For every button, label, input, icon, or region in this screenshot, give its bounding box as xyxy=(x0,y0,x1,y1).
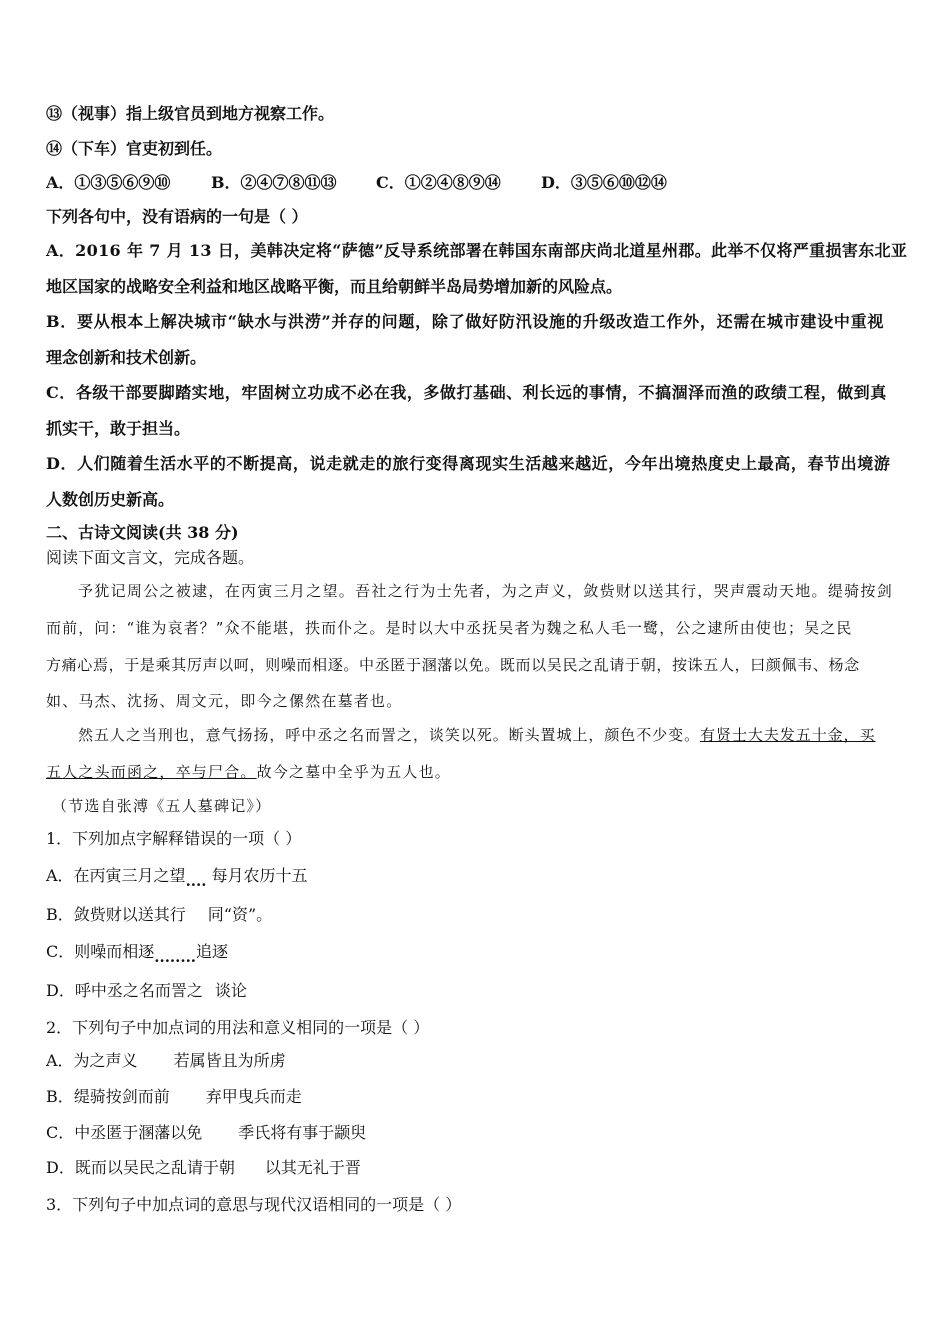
option-b: B．②④⑦⑧⑪⑬ xyxy=(211,173,337,192)
q1-option-a xyxy=(46,863,308,890)
grammar-option-b-line1: B．要从根本上解决城市“缺水与洪涝”并存的问题，除了做好防汛设施的升级改造工作外，还需在城市建设中重视 xyxy=(46,312,885,331)
note-item-14: ⑭（下车）官吏初到任。 xyxy=(46,139,223,158)
q2-option-a-second: 若属皆且为所虏 xyxy=(173,1051,286,1070)
q2-option-d xyxy=(46,1155,361,1178)
q2-option-b-first: B．缇骑按剑而前 xyxy=(46,1087,170,1106)
q2-option-a xyxy=(46,1048,286,1071)
q1-option-d-gloss: 谈论 xyxy=(214,981,247,1000)
emphasis-dots: ........ xyxy=(154,948,197,966)
q1-option-c xyxy=(46,939,229,966)
q2-option-d-second: 以其无礼于晋 xyxy=(264,1158,361,1177)
grammar-option-a-line1: A．2016 年 7 月 13 日，美韩决定将“萨德”反导系统部署在韩国东南部庆尚北道星州郡。此举不仅将严重损害东北亚 xyxy=(46,241,908,260)
passage-p1-line3: 方痛心焉，于是乘其厉声以呵，则噪而相逐。中丞匿于溷藩以免。既而以吴民之乱请于朝，按诛五人，曰颜佩韦、杨念 xyxy=(46,656,860,674)
grammar-option-c-line2: 抓实干，敢于担当。 xyxy=(46,419,191,438)
grammar-option-d-line1: D．人们随着生活水平的不断提高，说走就走的旅行变得离现实生活越来越近，今年出境热度史上最高，春节出境游 xyxy=(46,454,891,473)
passage-p1-line1: 予犹记周公之被逮，在丙寅三月之望。吾社之行为士先者，为之声义，敛赀财以送其行，哭声震动天地。缇骑按剑 xyxy=(78,582,894,600)
q1-option-a-text: A．在丙寅三月之望 xyxy=(46,866,186,885)
q1-stem: 1．下列加点字解释错误的一项（ ） xyxy=(46,829,302,848)
q1-option-b-gloss: 同“资”。 xyxy=(207,905,273,924)
emphasis-dots: .... xyxy=(185,872,207,890)
q2-option-d-first: D．既而以吴民之乱请于朝 xyxy=(46,1158,235,1177)
q2-option-c-first: C．中丞匿于溷藩以免 xyxy=(46,1123,203,1142)
option-c: C．①②④⑧⑨⑭ xyxy=(376,173,501,192)
grammar-option-d-line2: 人数创历史新高。 xyxy=(46,490,175,509)
passage-p2-text: 然五人之当刑也，意气扬扬，呼中丞之名而詈之，谈笑以死。断头置城上，颜色不少变。 xyxy=(78,726,701,744)
passage-p2-ending: 故今之墓中全乎为五人也。 xyxy=(256,763,452,781)
grammar-option-a-line2: 地区国家的战略安全利益和地区战略平衡，而且给朝鲜半岛局势增加新的风险点。 xyxy=(46,277,623,296)
passage-p1-line4: 如、马杰、沈扬、周文元，即今之傫然在墓者也。 xyxy=(46,692,403,710)
q1-option-d-text: D．呼中丞之名而詈之 xyxy=(46,981,203,1000)
q2-option-b-second: 弃甲曳兵而走 xyxy=(205,1087,302,1106)
q3-stem: 3．下列句子中加点词的意思与现代汉语相同的一项是（ ） xyxy=(46,1195,462,1214)
q1-option-d xyxy=(46,978,247,1001)
passage-p2-line2 xyxy=(46,761,451,782)
q2-stem: 2．下列句子中加点词的用法和意义相同的一项是（ ） xyxy=(46,1018,430,1037)
q1-option-c-gloss: 追逐 xyxy=(196,942,229,961)
underlined-sentence-part2: 五人之头而函之，卒与尸合。 xyxy=(46,763,257,781)
q2-option-c xyxy=(46,1120,366,1143)
q2-option-a-first: A．为之声义 xyxy=(46,1051,138,1070)
section-instruction: 阅读下面文言文，完成各题。 xyxy=(46,548,255,567)
q2-option-b xyxy=(46,1084,302,1107)
underlined-sentence-part1: 有贤士大夫发五十金，买 xyxy=(700,726,876,744)
q2-option-c-second: 季氏将有事于颛臾 xyxy=(238,1123,367,1142)
grammar-option-b-line2: 理念创新和技术创新。 xyxy=(46,348,207,367)
passage-source: （节选自张溥《五人墓碑记》） xyxy=(52,797,272,815)
section-heading: 二、古诗文阅读(共 38 分) xyxy=(46,523,239,542)
grammar-option-c-line1: C．各级干部要脚踏实地，牢固树立功成不必在我，多做打基础、利长远的事情，不搞涸泽而渔的政绩工程，做到真 xyxy=(46,383,887,402)
q1-option-c-text: C．则噪而相逐 xyxy=(46,942,155,961)
option-a: A．①③⑤⑥⑨⑩ xyxy=(46,173,171,192)
q1-option-b xyxy=(46,902,272,925)
grammar-question-stem: 下列各句中，没有语病的一句是（ ） xyxy=(46,207,308,226)
q1-option-a-gloss: 每月农历十五 xyxy=(211,866,308,885)
option-d: D．③⑤⑥⑩⑫⑭ xyxy=(541,173,667,192)
passage-p2-line1 xyxy=(78,724,876,745)
q1-option-b-text: B．敛赀财以送其行 xyxy=(46,905,186,924)
choice-options-row xyxy=(46,170,667,193)
passage-p1-line2: 而前，问：“谁为哀者？”众不能堪，抶而仆之。是时以大中丞抚吴者为魏之私人毛一鹭，公之逮所由使也；吴之民 xyxy=(46,619,853,637)
note-item-13: ⑬（视事）指上级官员到地方视察工作。 xyxy=(46,104,335,123)
